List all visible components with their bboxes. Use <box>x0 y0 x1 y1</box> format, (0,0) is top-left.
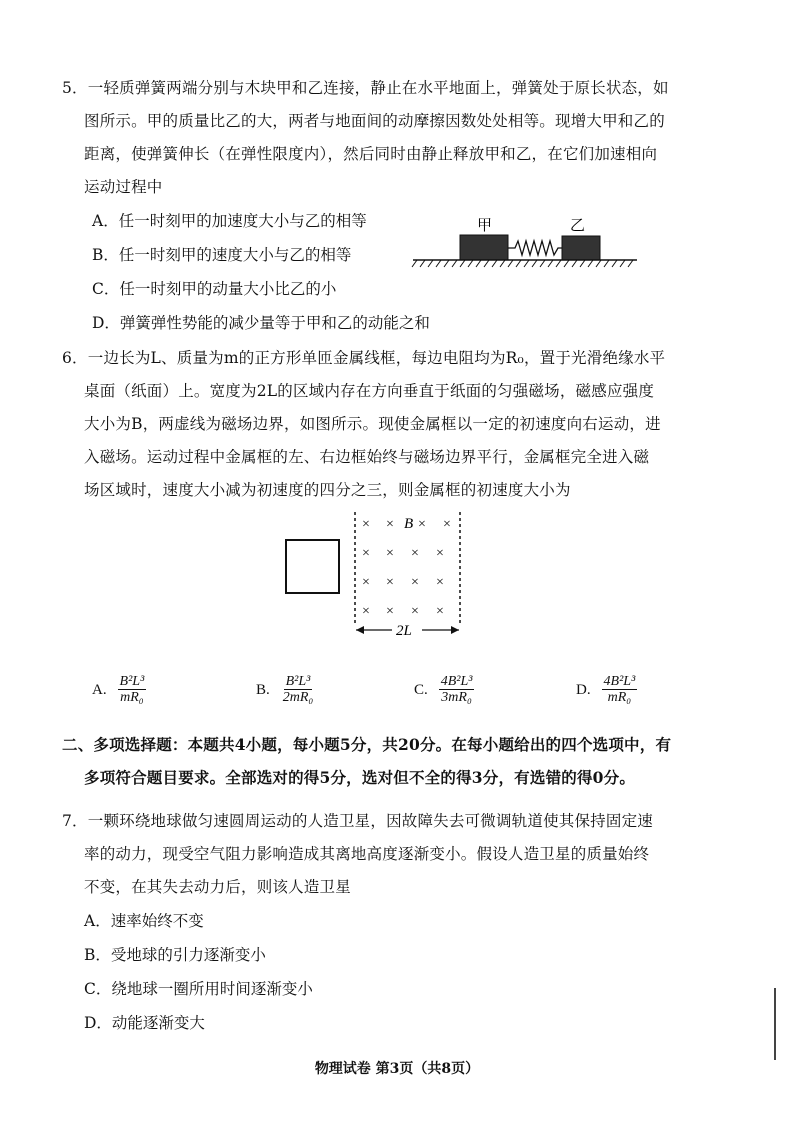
section-2-instructions: 多项符合题目要求。全部选对的得5分，选对但不全的得3分，有选错的得0分。 <box>84 768 636 787</box>
q6-option-c-label: C. <box>414 681 428 698</box>
q6-line-4: 入磁场。运动过程中金属框的左、右边框始终与磁场边界平行，金属框完全进入磁 <box>84 448 650 466</box>
q6-option-d-label: D. <box>576 681 591 698</box>
svg-text:×: × <box>362 517 370 532</box>
q7-line-2: 率的动力，现受空气阻力影响造成其离地高度逐渐变小。假设人造卫星的质量始终 <box>84 845 650 863</box>
denominator: 3mR₀ <box>441 690 472 706</box>
q5-option-a: A．任一时刻甲的加速度大小与乙的相等 <box>92 212 367 230</box>
svg-text:×: × <box>362 604 370 619</box>
q7-line-1: 7．一颗环绕地球做匀速圆周运动的人造卫星，因故障失去可微调轨道使其保持固定速 <box>62 812 653 830</box>
q5-line-3: 距离，使弹簧伸长（在弹性限度内），然后同时由静止释放甲和乙，在它们加速相向 <box>84 145 658 163</box>
denominator: 2mR₀ <box>282 690 314 706</box>
svg-text:×: × <box>386 517 394 532</box>
numerator: B²L³ <box>285 674 311 689</box>
q5-line-1: 5．一轻质弹簧两端分别与木块甲和乙连接，静止在水平地面上，弹簧处于原长状态，如 <box>62 79 669 97</box>
q5-line-2: 图所示。甲的质量比乙的大，两者与地面间的动摩擦因数处处相等。现增大甲和乙的 <box>84 112 665 130</box>
denominator: mR₀ <box>607 690 632 706</box>
svg-text:×: × <box>362 546 370 561</box>
svg-text:×: × <box>436 604 444 619</box>
svg-text:×: × <box>443 517 451 532</box>
q5-option-d: D．弹簧弹性势能的减少量等于甲和乙的动能之和 <box>92 314 430 332</box>
numerator: 4B²L³ <box>603 674 636 689</box>
q7-option-d: D．动能逐渐变大 <box>84 1014 205 1032</box>
spring <box>508 241 562 255</box>
svg-text:×: × <box>362 575 370 590</box>
q6-option-b-fraction <box>281 674 316 706</box>
q6-field-figure <box>280 508 480 644</box>
q6-option-c-fraction <box>439 674 475 706</box>
svg-text:×: × <box>411 604 419 619</box>
svg-text:×: × <box>411 546 419 561</box>
svg-text:×: × <box>386 604 394 619</box>
square-frame <box>286 540 339 593</box>
q6-option-a-label: A. <box>92 681 107 698</box>
q5-spring-figure <box>405 208 645 272</box>
section-2-heading: 二、多项选择题：本题共4小题，每小题5分，共20分。在每小题给出的四个选项中，有 <box>62 735 672 754</box>
q5-line-4: 运动过程中 <box>84 178 163 196</box>
q7-option-b: B．受地球的引力逐渐变小 <box>84 946 266 964</box>
q6-line-2: 桌面（纸面）上。宽度为2L的区域内存在方向垂直于纸面的匀强磁场，磁感应强度 <box>84 382 655 400</box>
q5-option-b: B．任一时刻甲的速度大小与乙的相等 <box>92 246 352 264</box>
q6-option-b <box>256 674 315 706</box>
q6-line-3: 大小为B，两虚线为磁场边界，如图所示。现使金属框以一定的初速度向右运动，进 <box>84 415 661 433</box>
width-label-2l: 2L <box>396 623 412 639</box>
q6-option-d-fraction <box>602 674 638 706</box>
q6-option-a-fraction <box>118 674 147 706</box>
svg-text:×: × <box>418 517 426 532</box>
q6-line-1: 6．一边长为L、质量为m的正方形单匝金属线框，每边电阻均为R₀，置于光滑绝缘水平 <box>62 349 666 367</box>
q6-option-c <box>414 674 474 706</box>
svg-text:×: × <box>386 546 394 561</box>
denominator: mR₀ <box>120 690 144 706</box>
field-crosses <box>362 517 451 619</box>
svg-text:×: × <box>436 575 444 590</box>
q6-option-a <box>92 674 146 706</box>
ground-hatch <box>412 260 633 267</box>
block-jia <box>460 235 508 260</box>
page-footer: 物理试卷 第3页（共8页） <box>314 1061 480 1077</box>
label-yi: 乙 <box>570 218 586 234</box>
q7-option-a: A．速率始终不变 <box>84 912 204 930</box>
block-yi <box>562 236 600 260</box>
q6-line-5: 场区域时，速度大小减为初速度的四分之三，则金属框的初速度大小为 <box>84 481 571 499</box>
q5-option-c: C．任一时刻甲的动量大小比乙的小 <box>92 280 337 298</box>
q6-option-d <box>576 674 637 706</box>
label-jia: 甲 <box>477 218 493 234</box>
field-label-b: B <box>404 516 414 532</box>
numerator: 4B²L³ <box>440 674 473 689</box>
q7-option-c: C．绕地球一圈所用时间逐渐变小 <box>84 980 313 998</box>
numerator: B²L³ <box>119 674 145 689</box>
svg-text:×: × <box>436 546 444 561</box>
svg-text:×: × <box>386 575 394 590</box>
scan-edge-mark <box>774 988 776 1060</box>
q6-option-b-label: B. <box>256 681 270 698</box>
svg-text:×: × <box>411 575 419 590</box>
q7-line-3: 不变，在其失去动力后，则该人造卫星 <box>84 878 351 896</box>
